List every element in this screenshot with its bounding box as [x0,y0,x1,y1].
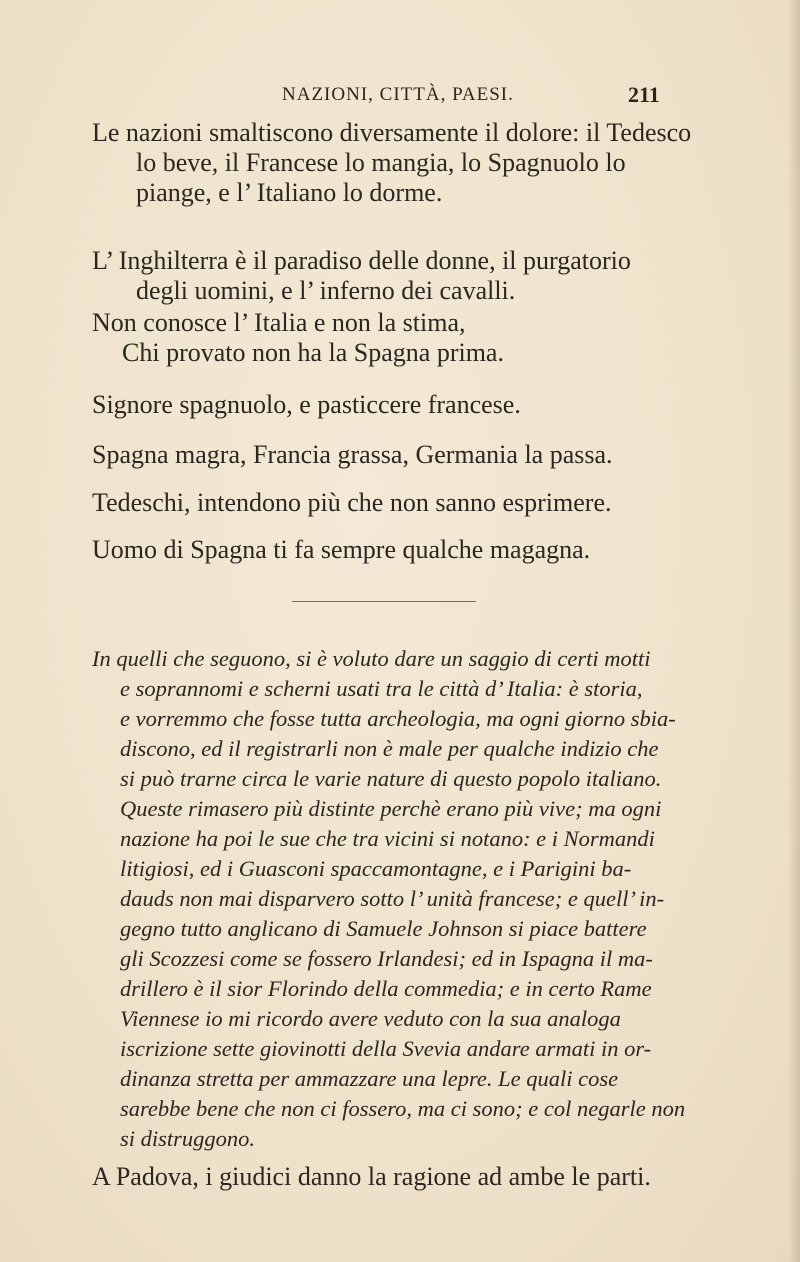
essay-line: si distruggono. [120,1126,256,1151]
running-head: NAZIONI, CITTÀ, PAESI. [282,84,514,105]
essay-line: Viennese io mi ricordo avere veduto con la sua analoga [120,1006,621,1031]
essay-line: Queste rimasero più distinte perchè erano più vive; ma ogni [120,796,662,821]
proverb-entry [92,488,732,518]
essay-paragraph [92,644,692,1154]
essay-line: discono, ed il registrarli non è male per qualche indizio che [120,736,659,761]
proverb-entry [92,440,732,470]
proverb-line: piange, e l’ Italiano lo dorme. [136,178,443,207]
essay-line: e vorremmo che fosse tutta archeologia, ma ogni giorno sbia- [120,706,676,731]
essay-line: sarebbe bene che non ci fossero, ma ci sono; e col negarle non [120,1096,686,1121]
proverb-entry [92,308,732,368]
proverb-line: Non conosce l’ Italia e non la stima, [92,308,466,337]
essay-line: e soprannomi e scherni usati tra le città d’ Italia: è storia, [120,676,643,701]
page-edge-shadow [788,0,800,1262]
proverb-line: L’ Inghilterra è il paradiso delle donne, il purgatorio [92,246,631,275]
proverb-line: degli uomini, e l’ inferno dei cavalli. [136,276,516,305]
essay-line: nazione ha poi le sue che tra vicini si notano: e i Normandi [120,826,655,851]
section-divider [292,601,476,602]
page-header [0,84,800,114]
page-number: 211 [628,82,660,107]
proverb-entry [92,1162,732,1192]
proverb-line: lo beve, il Francese lo mangia, lo Spagnuolo lo [136,148,626,177]
proverb-entry [92,246,732,306]
proverb-entry [92,390,732,420]
essay-line: In quelli che seguono, si è voluto dare un saggio di certi motti [92,646,651,671]
proverb-line: Uomo di Spagna ti fa sempre qualche magagna. [92,535,591,564]
essay-line: drillero è il sior Florindo della commedia; e in certo Rame [120,976,652,1001]
proverb-line: A Padova, i giudici danno la ragione ad ambe le parti. [92,1162,651,1191]
essay-line: gli Scozzesi come se fossero Irlandesi; ed in Ispagna il ma- [120,946,653,971]
proverb-line: Le nazioni smaltiscono diversamente il dolore: il Tedesco [92,118,692,147]
proverb-entry [92,535,732,565]
proverb-entry [92,118,732,208]
proverb-line: Tedeschi, intendono più che non sanno esprimere. [92,488,612,517]
essay-line: litigiosi, ed i Guasconi spaccamontagne, e i Parigini ba- [120,856,632,881]
proverb-line: Chi provato non ha la Spagna prima. [122,338,504,367]
essay-line: dauds non mai disparvero sotto l’ unità francese; e quell’ in- [120,886,665,911]
proverb-line: Signore spagnuolo, e pasticcere francese. [92,390,521,419]
essay-line: si può trarne circa le varie nature di questo popolo italiano. [120,766,662,791]
proverb-line: Spagna magra, Francia grassa, Germania la passa. [92,440,613,469]
essay-line: gegno tutto anglicano di Samuele Johnson si piace battere [120,916,647,941]
essay-line: iscrizione sette giovinotti della Svevia andare armati in or- [120,1036,652,1061]
essay-line: dinanza stretta per ammazzare una lepre. Le quali cose [120,1066,619,1091]
